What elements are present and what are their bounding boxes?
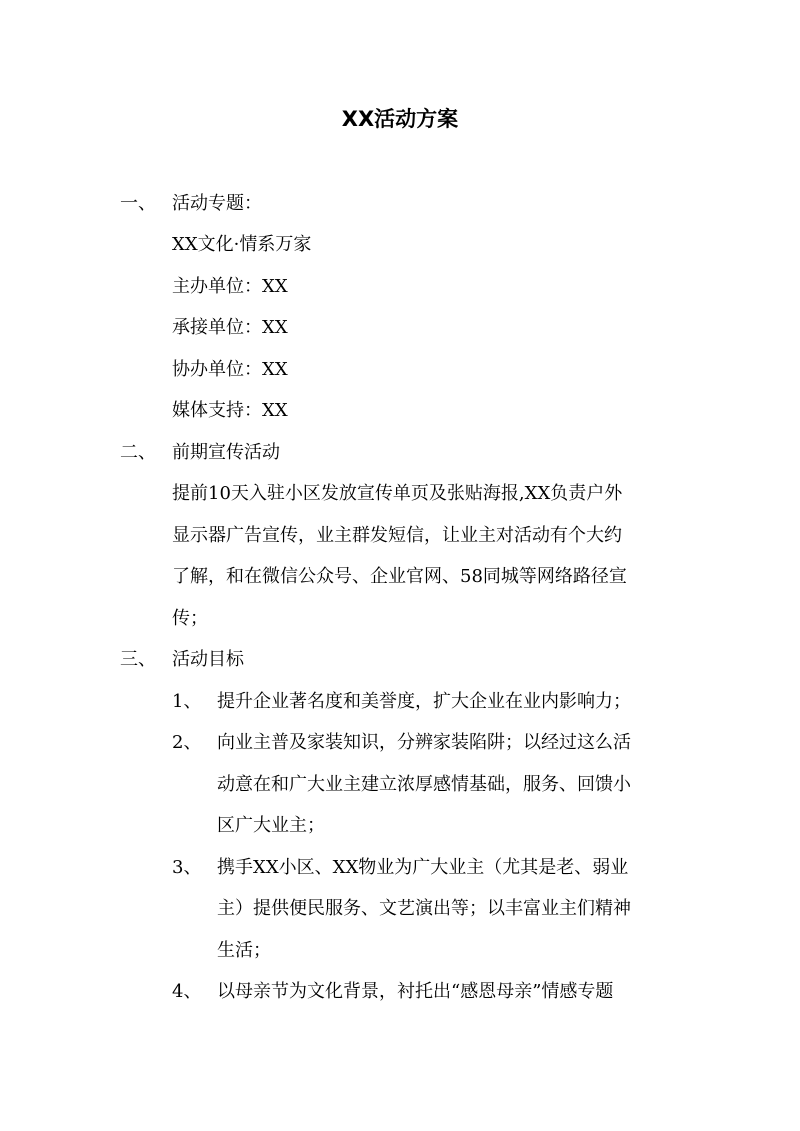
section-2-heading: 前期宣传活动 <box>172 442 280 463</box>
document-title: XX活动方案 <box>341 107 459 131</box>
organizer-line: 主办单位：XX <box>172 276 288 297</box>
goal-item-number: 1、 <box>172 691 202 712</box>
media-support-line: 媒体支持：XX <box>172 400 288 421</box>
goal-item-number: 2、 <box>172 732 202 753</box>
goal-item-line: 生活； <box>217 940 271 961</box>
co-organizer-line: 协办单位：XX <box>172 359 288 380</box>
goal-item-number: 3、 <box>172 857 202 878</box>
goal-item-line: 动意在和广大业主建立浓厚感情基础，服务、回馈小 <box>217 774 631 795</box>
goal-item-line: 提升企业著名度和美誉度，扩大企业在业内影响力； <box>217 691 631 712</box>
section-1-marker: 一、 <box>120 193 156 214</box>
goal-item-line: 以母亲节为文化背景，衬托出“感恩母亲”情感专题 <box>217 981 614 1002</box>
goal-item-line: 区广大业主； <box>217 815 325 836</box>
section-3-heading: 活动目标 <box>172 649 244 670</box>
event-theme: XX文化·情系万家 <box>172 234 312 255</box>
promo-paragraph-line: 显示器广告宣传，业主群发短信，让业主对活动有个大约 <box>172 525 622 546</box>
goal-item-line: 主）提供便民服务、文艺演出等；以丰富业主们精神 <box>217 898 631 919</box>
undertaker-line: 承接单位：XX <box>172 317 288 338</box>
section-3-marker: 三、 <box>120 649 156 670</box>
goal-item-line: 携手XX小区、XX物业为广大业主（尤其是老、弱业 <box>217 857 629 878</box>
section-1-heading: 活动专题： <box>172 193 262 214</box>
promo-paragraph-line: 传； <box>172 608 208 629</box>
goal-item-number: 4、 <box>172 981 202 1002</box>
goal-item-line: 向业主普及家装知识，分辨家装陷阱；以经过这么活 <box>217 732 631 753</box>
section-2-marker: 二、 <box>120 442 156 463</box>
promo-paragraph-line: 提前10天入驻小区发放宣传单页及张贴海报,XX负责户外 <box>172 483 623 504</box>
promo-paragraph-line: 了解，和在微信公众号、企业官网、58同城等网络路径宣 <box>172 566 627 587</box>
